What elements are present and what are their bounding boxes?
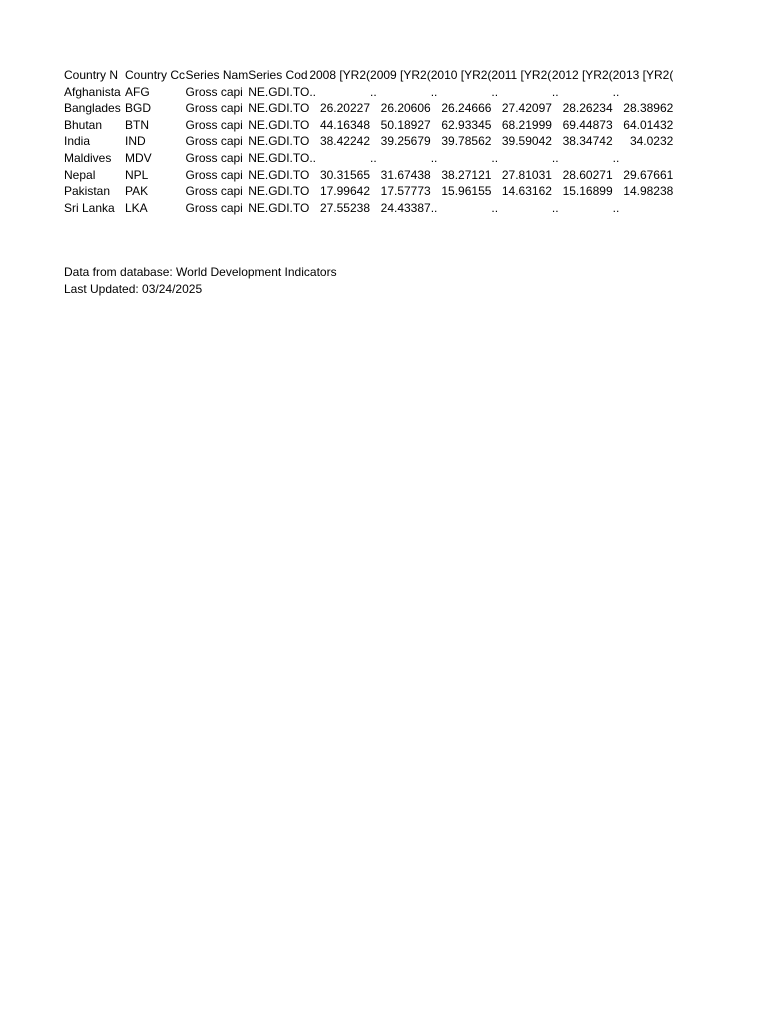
series-code-cell[interactable]: NE.GDI.TO (248, 200, 310, 215)
value-cell[interactable]: 38.42242 (319, 134, 371, 149)
series-name-cell[interactable]: Gross capi (185, 84, 243, 99)
table-row (64, 100, 673, 117)
series-code-cell[interactable]: NE.GDI.TO (248, 150, 310, 165)
value-cell[interactable]: 27.42097 (501, 101, 552, 116)
value-cell[interactable]: 39.78562 (441, 134, 492, 149)
header-cell[interactable]: 2012 [YR2( (551, 68, 613, 82)
series-name-cell[interactable]: Gross capi (185, 101, 243, 116)
series-name-cell[interactable]: Gross capi (185, 167, 243, 182)
country-name-cell[interactable]: Maldives (64, 150, 112, 165)
value-cell[interactable]: 64.01432 (623, 117, 674, 132)
source-note[interactable]: Data from database: World Development Indicators (64, 265, 337, 279)
country-name-cell[interactable]: Bhutan (64, 117, 103, 132)
header-cell[interactable]: 2010 [YR2( (430, 68, 492, 82)
value-cell[interactable]: .. (612, 200, 620, 215)
value-cell[interactable]: 15.16899 (562, 184, 613, 199)
sheet-footer (64, 264, 337, 297)
value-cell[interactable]: 17.57773 (380, 184, 431, 199)
header-cell[interactable]: 2013 [YR2( (612, 68, 674, 82)
last-updated-note[interactable]: Last Updated: 03/24/2025 (64, 281, 203, 296)
country-code-cell[interactable]: IND (125, 134, 146, 149)
value-cell[interactable]: 26.20227 (319, 101, 371, 116)
value-cell[interactable]: .. (430, 150, 438, 165)
country-name-cell[interactable]: Afghanista (64, 84, 121, 99)
series-name-cell[interactable]: Gross capi (185, 184, 243, 199)
country-code-cell[interactable]: NPL (125, 167, 149, 182)
series-code-cell[interactable]: NE.GDI.TO (248, 167, 310, 182)
table-row (64, 133, 673, 150)
value-cell[interactable]: 28.38962 (623, 101, 674, 116)
value-cell[interactable]: .. (491, 200, 499, 215)
value-cell[interactable]: 14.63162 (501, 184, 552, 199)
country-name-cell[interactable]: Nepal (64, 167, 96, 182)
value-cell[interactable]: 68.21999 (501, 117, 552, 132)
value-cell[interactable]: 17.99642 (319, 184, 371, 199)
value-cell[interactable]: 28.60271 (562, 167, 613, 182)
series-name-cell[interactable]: Gross capi (185, 150, 243, 165)
value-cell[interactable]: 14.98238 (623, 184, 674, 199)
value-cell[interactable]: 28.26234 (562, 101, 613, 116)
value-cell[interactable]: 27.55238 (319, 200, 371, 215)
value-cell[interactable]: 30.31565 (319, 167, 371, 182)
header-cell[interactable]: 2009 [YR2( (370, 68, 431, 82)
value-cell[interactable]: .. (370, 84, 377, 99)
value-cell[interactable]: 62.93345 (441, 117, 492, 132)
value-cell[interactable]: .. (551, 200, 559, 215)
value-cell[interactable]: 15.96155 (441, 184, 492, 199)
country-name-cell[interactable]: India (64, 134, 91, 149)
value-cell[interactable]: .. (551, 150, 559, 165)
value-cell[interactable]: 39.59042 (501, 134, 552, 149)
country-code-cell[interactable]: BGD (125, 101, 152, 116)
table-row (64, 183, 673, 200)
series-code-cell[interactable]: NE.GDI.TO (248, 84, 310, 99)
table-row (64, 167, 673, 184)
value-cell[interactable]: .. (370, 150, 377, 165)
value-cell[interactable]: 50.18927 (380, 117, 431, 132)
value-cell[interactable]: 24.43387 (380, 200, 431, 215)
value-cell[interactable]: 39.25679 (380, 134, 431, 149)
country-name-cell[interactable]: Banglades (64, 101, 121, 116)
value-cell[interactable]: .. (309, 150, 316, 165)
value-cell[interactable]: 26.20606 (380, 101, 431, 116)
header-cell[interactable]: 2011 [YR2( (491, 68, 552, 82)
value-cell[interactable]: 38.27121 (441, 167, 492, 182)
value-cell[interactable]: .. (430, 200, 438, 215)
value-cell[interactable]: 31.67438 (380, 167, 431, 182)
country-code-cell[interactable]: BTN (125, 117, 149, 132)
table-row (64, 84, 673, 101)
series-code-cell[interactable]: NE.GDI.TO (248, 117, 310, 132)
value-cell[interactable]: .. (612, 84, 620, 99)
series-code-cell[interactable]: NE.GDI.TO (248, 134, 310, 149)
header-cell[interactable]: Country N (64, 68, 119, 82)
country-code-cell[interactable]: MDV (125, 150, 152, 165)
value-cell[interactable]: .. (612, 150, 620, 165)
country-name-cell[interactable]: Pakistan (64, 184, 111, 199)
value-cell[interactable]: .. (430, 84, 438, 99)
country-name-cell[interactable]: Sri Lanka (64, 200, 115, 215)
value-cell[interactable]: .. (491, 150, 499, 165)
header-cell[interactable]: Series Nam (185, 68, 249, 82)
country-code-cell[interactable]: PAK (125, 184, 149, 199)
series-code-cell[interactable]: NE.GDI.TO (248, 101, 310, 116)
table-row (64, 150, 673, 167)
header-row (64, 67, 673, 84)
data-table (64, 67, 673, 216)
series-name-cell[interactable]: Gross capi (185, 117, 243, 132)
table-row (64, 117, 673, 134)
table-row (64, 200, 673, 217)
header-cell[interactable]: Series Cod (248, 68, 308, 82)
series-name-cell[interactable]: Gross capi (185, 134, 243, 149)
value-cell[interactable]: 69.44873 (562, 117, 613, 132)
country-code-cell[interactable]: LKA (125, 200, 148, 215)
value-cell[interactable]: 44.16348 (319, 117, 371, 132)
value-cell[interactable]: 26.24666 (441, 101, 492, 116)
series-code-cell[interactable]: NE.GDI.TO (248, 184, 310, 199)
value-cell[interactable]: 38.34742 (562, 134, 613, 149)
value-cell[interactable]: .. (551, 84, 559, 99)
value-cell[interactable]: .. (309, 84, 316, 99)
value-cell[interactable]: 29.67661 (623, 167, 674, 182)
header-cell[interactable]: 2008 [YR2( (309, 68, 371, 82)
country-code-cell[interactable]: AFG (125, 84, 150, 99)
value-cell[interactable]: 27.81031 (501, 167, 552, 182)
spreadsheet-grid (64, 67, 673, 216)
series-name-cell[interactable]: Gross capi (185, 200, 243, 215)
value-cell[interactable]: .. (491, 84, 499, 99)
header-cell[interactable]: Country Cc (125, 68, 186, 82)
value-cell[interactable]: 34.0232 (629, 134, 674, 149)
